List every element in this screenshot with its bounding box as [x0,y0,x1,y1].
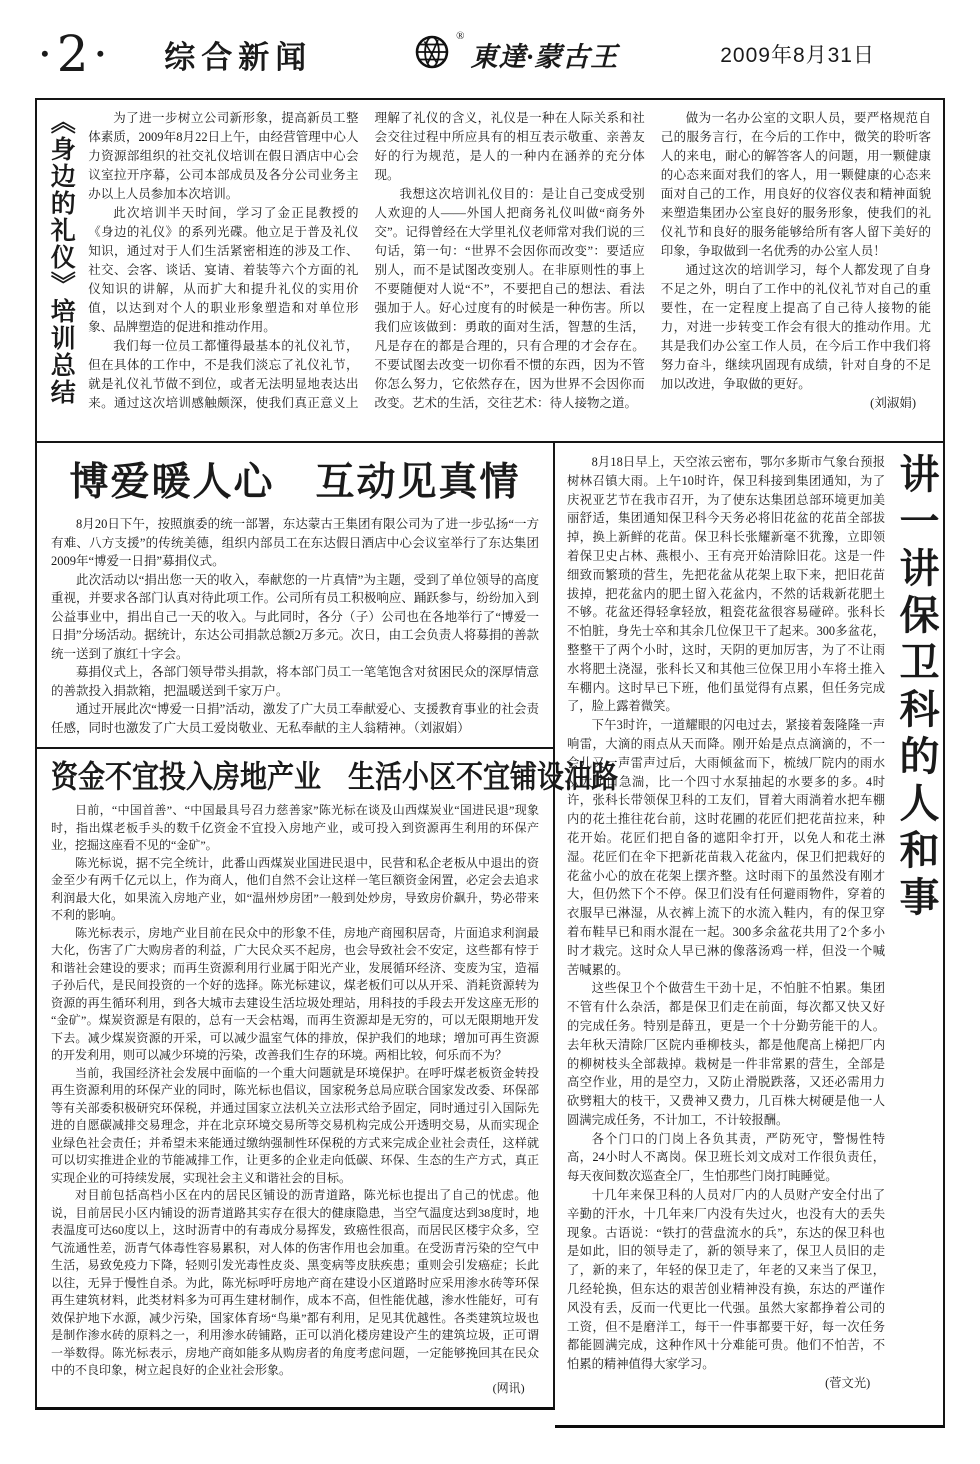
issue-date: 2009年8月31日 [720,44,875,67]
etiquette-paragraph: 为了进一步树立公司新形象，提高新员工整体素质，2009年8月22日上午，由经营管理中心人力资源部组织的社交礼仪培训在假日酒店中心会议室拉开序幕，公司本部成员及各分公司业务主办以上人员参加本次培训。 [88,111,359,201]
realestate-author: (网讯) [492,1380,525,1395]
security-paragraph: 十几年来保卫科的人员对厂内的人员财产安全付出了辛勤的汗水，十几年来厂内没有失过火，也没有大的丢失现象。古语说：“铁打的营盘流水的兵”，东达的保卫科也是如此，旧的领导走了，新的领导来了，保卫人员旧的走了，新的来了，年轻的保卫走了，年老的又来当了保卫，几经轮换，但东达的艰苦创业精神没有换，东达的严谨作风没有丢，反而一代更比一代强。虽然大家都挣着公司的工资，但不是磨洋工，每干一件事都要干好，每一次任务都能圆满完成，这种作风十分难能可贵。他们不怕苦，不怕累的精神值得大家学习。 [567,1188,885,1372]
etiquette-paragraph: 我想这次培训礼仪目的：是让自己变成受别人欢迎的人——外国人把商务礼仪叫做“商务外交”。记得曾经在大学里礼仪老师常对我们说的三句话，第一句：“世界不会因你而改变”：要适应别人，而不是试图改变别人。在非原则性的事上不要随便对人说“不”，不要把自己的想法、看法强加于人。好心过度有的时候是一种伤害。所以我们应该做到：勇敢的面对生活，智慧的生活，凡是存在的都是合理的，只有合理的才会存在。不要试图去改变一切你看不惯的东西，因为不管你怎么努力，它依然存在，因为世界不会因你而改变。艺术的生活，交往艺术：待人接物之道。 [374,187,645,410]
article-security [555,443,945,1428]
article-etiquette-training [35,98,945,443]
etiquette-author: (刘淑娟) [870,396,916,410]
donation-paragraph: 8月20日下午，按照旗委的统一部署，东达蒙古王集团有限公司为了进一步弘扬“一方有难、八方支援”的传统美德，组织内部员工在东达假日酒店中心会议室举行了东达集团2009年“博爱一日捐”募捐仪式。 [51,517,539,568]
etiquette-paragraph: 做为一名办公室的文职人员，要严格规范自己的服务言行，在今后的工作中，微笑的聆听客人的来电，耐心的解答客人的问题，用一颗健康的心态来面对我们的客人，用一颗健康的心态来面对自己的工作，用良好的仪容仪表和精神面貌来塑造集团办公室良好的服务形象，使我们的礼仪礼节和良好的服务能够给所有客人留下美好的印象，争取做到一名优秀的办公室人员！ [660,111,931,258]
security-author: (菅文光) [825,1376,871,1391]
realestate-paragraph: 对目前包括高档小区在内的居民区铺设的沥青道路，陈光标也提出了自己的忧虑。他说，目前居民小区内铺设的沥青道路其实存在很大的健康隐患，当空气温度达到38度时，地表温度可达60度以上，这时沥青中的有毒成分易挥发，致癌性很高，而居民区楼宇众多，空气流通性差，沥青气体毒性容易累积，对人体的伤害作用也会加重。在受沥青污染的空气中生活，易致免疫力下降，轻则引发光毒性皮炎、黑变病等皮肤疾患；重则会引发癌症；长此以往，无异于慢性自杀。为此，陈光标呼吁房地产商在建设小区道路时应采用渗水砖等环保再生建筑材料，此类材料多为可再生建材制作，成本不高，但性能优越，渗水性能好，可有效保护地下水源，减少污染，国家体育场“鸟巢”都有利用，足见其优越性。各类建筑垃圾也是制作渗水砖的原料之一，利用渗水砖铺路，正可以消化楼房建设产生的建筑垃圾，正可谓一举数得。陈光标表示，房地产商如能多从购房者的角度考虑问题，一定能够挽回其在民众中的不良印象，树立起良好的企业社会形象。 [51,1188,539,1377]
masthead-logo [414,29,619,75]
realestate-paragraph: 陈光标说，据不完全统计，此番山西煤炭业国进民退中，民营和私企老板从中退出的资金至少有两千亿元以上，作为商人，他们自然不会让这样一笔巨额资金闲置，必定会去追求利润最大化，如果流入房地产业，如“温州炒房团”一般到处炒房，导致房价飙升，势必带来不利的影响。 [51,855,539,922]
masthead-text: 東達·蒙古王 [470,41,619,72]
security-paragraph: 这些保卫个个做营生干劲十足，不怕脏不怕累。集团不管有什么杂活，都是保卫们走在前面，每次都又快又好的完成任务。特别是薛丑，更是一个十分勤劳能干的人。去年秋天清除厂区院内垂柳枝头，都是他爬高上梯把厂内的柳树枝头全部裁掉。栽树是一件非常累的营生，全部是高空作业，用的是空力，又防止滑脱跌落，又还必需用力砍劈粗大的枝干，又费神又费力，几百株大树硬是他一人圆满完成任务，不计加工，不计较报酬。 [567,981,885,1127]
article-realestate [37,749,618,1407]
security-paragraph: 下午3时许，一道耀眼的闪电过去，紧接着轰隆隆一声响雷，大滴的雨点从天而降。刚开始是点点滴滴的，不一会儿又一声雷声过后，大雨倾盆而下，梳绒厂院内的雨水从大厅口急湍，比一个四寸水泵抽起的水要多的多。4时许，张科长带领保卫科的工友们，冒着大雨淌着水把车棚内的花土推往花台前，这时花圃的花匠们把花苗拉来，种花开始。花匠们把自备的遮阳伞打开，以免人和花土淋湿。花匠们在伞下把新花苗栽入花盆内，保卫们把栽好的花盆小心的放在花架上摆齐整。这时雨下的虽然没有刚才大，但仍然下个不停。保卫们没有任何避雨物件，穿着的衣服早已淋湿，从衣裤上流下的水流入鞋内，有的保卫穿着布鞋早已和雨水混在一起。300多余盆花共用了2个多小时才栽完。这时众人早已淋的像落汤鸡一样，但没一个喊苦喊累的。 [567,718,885,977]
security-paragraph: 8月18日早上，天空浓云密布，鄂尔多斯市气象台预报树林召镇大雨。上午10时许，保卫科接到集团通知，为了庆祝亚艺节在我市召开，为了使东达集团总部环境更加美丽舒适，集团通知保卫科今天务必将旧花盆的花苗全部拔掉，换上新鲜的花苗。保卫科长张耀新毫不犹豫，立即领着保卫史占林、燕根小、王有亮开始清除旧花。这是一件细致而繁琐的营生，先把花盆从花架上取下来，把旧花苗拔掉，把花盆内的肥土留入花盆内，不然的话栽新花肥土不够。花盆还得轻拿轻放，粗瓷花盆很容易碰碎。张科长不怕脏，身先士卒和其余几位保卫干了起来。300多盆花，整整干了两个小时，这时，天阴的更加厉害，为了不让雨水将肥土浇湿，张科长又和其他三位保卫用小车将土推入车棚内。这时早已下班，他们虽觉得有点累，但任务完成了，脸上露着微笑。 [567,455,885,714]
donation-paragraph: 募捐仪式上，各部门领导带头捐款，将本部门员工一笔笔饱含对贫困民众的深厚情意的善款投入捐款箱，把温暖送到千家万户。 [51,665,539,698]
section-title: 综合新闻 [164,39,313,75]
realestate-paragraph: 陈光标表示，房地产业目前在民众中的形象不佳，房地产商囤积居奇，片面追求利润最大化，伤害了广大购房者的利益，广大民众买不起房，也会导致社会不安定，这些都有悖于和谐社会建设的要求；而再生资源利用行业属于阳光产业，发展循环经济、变废为宝，造福子孙后代，是民间投资的一个好的选择。陈光标建议，煤老板们可以从开采、消耗资源转为资源的再生循环利用，到各大城市去建设生活垃圾处理站，用科技的手段去开发这座无形的“金矿”。煤炭资源是有限的，总有一天会枯竭，而再生资源却是无穷的，可以无限期地开发下去。减少煤炭资源的开采，可以减少温室气体的排放，保护我们的地球；增加可再生资源的开发利用，则可以减少环境的污染，改善我们生存的环境。两相比较，何乐而不为？ [51,925,539,1062]
security-vertical-title: 讲一讲保卫科的人和事 [894,453,938,923]
article-donation [37,443,553,749]
bullet-right: • [96,41,105,66]
page-number-value: 2 [56,25,89,83]
etiquette-vertical-title: 《身边的礼仪》培训总结 [47,109,76,406]
etiquette-body [88,109,931,433]
realestate-paragraph: 当前，我国经济社会发展中面临的一个重大问题就是环境保护。在呼吁煤老板资金转投再生资源利用的环保产业的同时，陈光标也倡议，国家税务总局应联合国家发改委、环保部等有关部委积极研究环保税，并通过国家立法机关立法形式给予固定，同时通过引入国际先进的自愿碳减排交易理念，并在北京环境交易所等交易机构完成公开透明交易，从而实现企业绿色社会责任；并希望未来能通过缴纳强制性环保税的方式来完成企业社会责任，这样就可以切实推进企业的节能减排工作，让更多的企业走向低碳、环保、生态的生产方式，真正实现企业的可持续发展，实现社会主义和谐社会的目标。 [51,1065,539,1185]
etiquette-paragraph: 我们每一位员工都懂得最基本的礼仪礼节，但在具体的工作中，不是我们淡忘了礼仪礼节，就是礼仪礼节做不到位，或者无法明显地表达出来。通过这次培训感触颇深，使我们真正意义上理解了礼仪的含义，礼仪是一种在人际关系和社会交往过程中所应具有的相互表示敬重、亲善友好的行为规范，是人的一种内在涵养的充分体现。 [88,111,645,410]
bullet-left: • [41,41,49,66]
realestate-headline: 资金不宜投入房地产业 生活小区不宜铺设油路 [51,760,618,795]
donation-body [51,515,539,737]
donation-paragraph: 此次活动以“捐出您一天的收入，奉献您的一片真情”为主题，受到了单位领导的高度重视，并要求各部门认真对待此项工作。公司所有员工积极响应、踊跃参与，纷纷加入到公益事业中，捐出自己一天的收入。与此同时，各分（子）公司也在各地举行了“博爱一日捐”分场活动。据统计，东达公司捐款总额2万多元。次日，由工会负责人将募捐的善款统一送到了旗红十字会。 [51,572,539,661]
etiquette-paragraph: 通过这次的培训学习，每个人都发现了自身不足之外，明白了工作中的礼仪礼节对自己的重要性，在一定程度上提高了自己待人接物的能力，对进一步转变工作会有很大的推动作用。尤其是我们办公室工作人员，在今后工作中我们将努力奋斗，继续巩固现有成绩，针对自身的不足加以改进，争取做的更好。 [660,263,931,391]
donation-paragraph: 通过开展此次“博爱一日捐”活动，激发了广大员工奉献爱心、支援教育事业的社会责任感，同时也激发了广大员工爱岗敬业、无私奉献的主人翁精神。（刘淑娟） [51,702,539,735]
page-header [35,14,945,98]
security-paragraph: 各个门口的门岗上各负其责，严防死守，警惕性特高，24小时人不离岗。保卫班长刘文成对工作很负责任，每天夜间数次巡查全厂，生怕那些门岗打盹睡觉。 [567,1131,885,1184]
realestate-paragraph: 日前，“中国首善”、“中国最具号召力慈善家”陈光标在谈及山西煤炭业“国进民退”现象时，指出煤老板手头的数千亿资金不宜投入房地产业，或可投入到资源再生利用的环保产业，挖掘这座看不见的“金矿”。 [51,803,539,852]
globe-icon [414,34,450,75]
realestate-body [51,802,539,1397]
registered-mark: ® [456,29,465,42]
donation-headline: 博爱暖人心 互动见真情 [69,461,521,504]
page-number [41,25,105,83]
security-body [567,453,885,1411]
etiquette-paragraph: 此次培训半天时间，学习了金正昆教授的《身边的礼仪》的系列光碟。他立足于普及礼仪知识，通过对于人们生活紧密相连的涉及工作、社交、会客、谈话、宴请、着装等六个方面的礼仪知识的讲解，从而扩大和提升礼仪的实用价值，以达到对个人的职业形象塑造和对单位形象、品牌塑造的促进和推动作用。 [88,206,359,334]
left-column [35,443,618,1410]
